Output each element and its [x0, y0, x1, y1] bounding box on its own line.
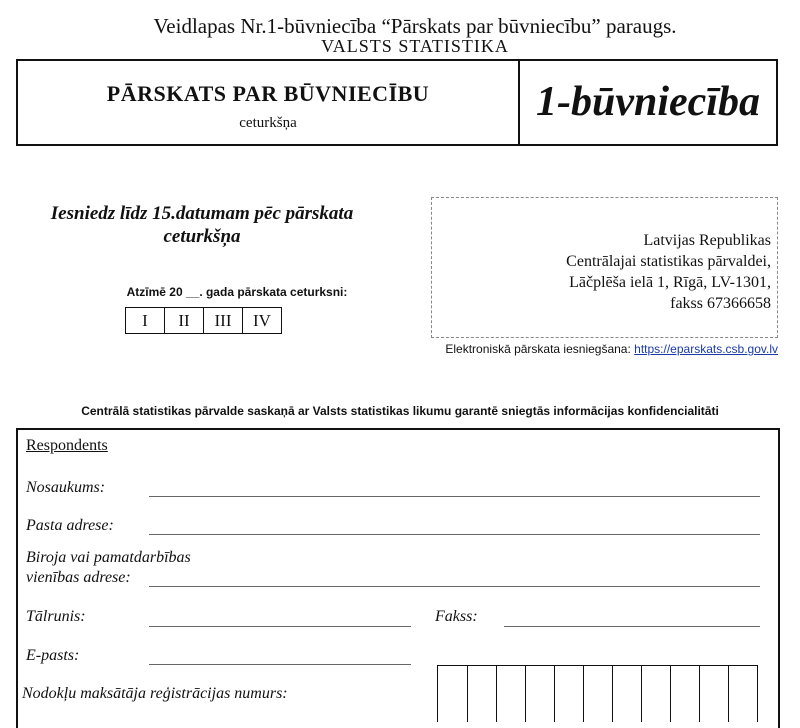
office-address-label-line-1: Biroja vai pamatdarbības: [26, 549, 191, 566]
submission-deadline: [22, 202, 382, 248]
postal-address-field[interactable]: [149, 534, 760, 535]
eparskats-link[interactable]: https://eparskats.csb.gov.lv: [634, 342, 778, 356]
name-field[interactable]: [149, 496, 760, 497]
address-line: Lāčplēša ielā 1, Rīgā, LV-1301,: [569, 274, 771, 291]
postal-address-label: Pasta adrese:: [26, 517, 114, 534]
electronic-submission: [388, 342, 778, 356]
deadline-line-1: Iesniedz līdz 15.datumam pēc pārskata: [50, 203, 354, 224]
quarter-mark-label: Atzīmē 20 __. gada pārskata ceturksni:: [126, 285, 348, 299]
report-title: PĀRSKATS PAR BŪVNIECĪBU: [106, 81, 430, 106]
office-address-label-line-2: vienības adrese:: [26, 569, 131, 586]
form-code: 1-būvniecība: [536, 79, 760, 125]
phone-field[interactable]: [149, 626, 411, 627]
phone-label: Tālrunis:: [26, 608, 86, 625]
respondent-section-title: Respondents: [26, 437, 108, 454]
tax-digit-box[interactable]: [583, 666, 612, 722]
address-line: Latvijas Republikas: [643, 232, 771, 249]
quarter-selector: [125, 307, 282, 334]
tax-number-boxes: [437, 665, 758, 722]
fax-field[interactable]: [504, 626, 760, 627]
deadline-line-2: ceturkšņa: [163, 226, 241, 247]
tax-number-label: Nodokļu maksātāja reģistrācijas numurs:: [22, 685, 288, 702]
title-box: [16, 59, 778, 146]
address-line: fakss 67366658: [670, 295, 771, 312]
issuing-authority: VALSTS STATISTIKA: [321, 36, 509, 56]
office-address-field[interactable]: [149, 586, 760, 587]
email-label: E-pasts:: [26, 647, 80, 664]
address-line: Centrālajai statistikas pārvaldei,: [566, 253, 771, 270]
tax-digit-box[interactable]: [554, 666, 583, 722]
report-period: ceturkšņa: [239, 115, 297, 131]
tax-digit-box[interactable]: [670, 666, 699, 722]
tax-digit-box[interactable]: [641, 666, 670, 722]
tax-digit-box[interactable]: [728, 666, 757, 722]
tax-digit-box[interactable]: [612, 666, 641, 722]
confidentiality-notice: Centrālā statistikas pārvalde saskaņā ar Valsts statistikas likumu garantē sniegtās informācijas konfidencialitāti: [81, 404, 719, 418]
tax-digit-box[interactable]: [496, 666, 525, 722]
tax-digit-box[interactable]: [438, 666, 467, 722]
quarter-option-3[interactable]: III: [203, 308, 242, 333]
electronic-submission-label: Elektroniskā pārskata iesniegšana:: [445, 342, 631, 356]
recipient-address: [566, 230, 771, 314]
form-reference-line: Veidlapas Nr.1-būvniecība “Pārskats par būvniecību” paraugs.: [153, 14, 677, 38]
fax-label: Fakss:: [435, 608, 478, 625]
tax-digit-box[interactable]: [525, 666, 554, 722]
email-field[interactable]: [149, 664, 411, 665]
title-left-panel: [18, 61, 520, 144]
name-label: Nosaukums:: [26, 479, 106, 496]
tax-digit-box[interactable]: [699, 666, 728, 722]
tax-digit-box[interactable]: [467, 666, 496, 722]
quarter-option-2[interactable]: II: [164, 308, 203, 333]
quarter-option-1[interactable]: I: [142, 311, 148, 330]
quarter-option-4[interactable]: IV: [242, 308, 281, 333]
recipient-address-box: [431, 197, 778, 338]
